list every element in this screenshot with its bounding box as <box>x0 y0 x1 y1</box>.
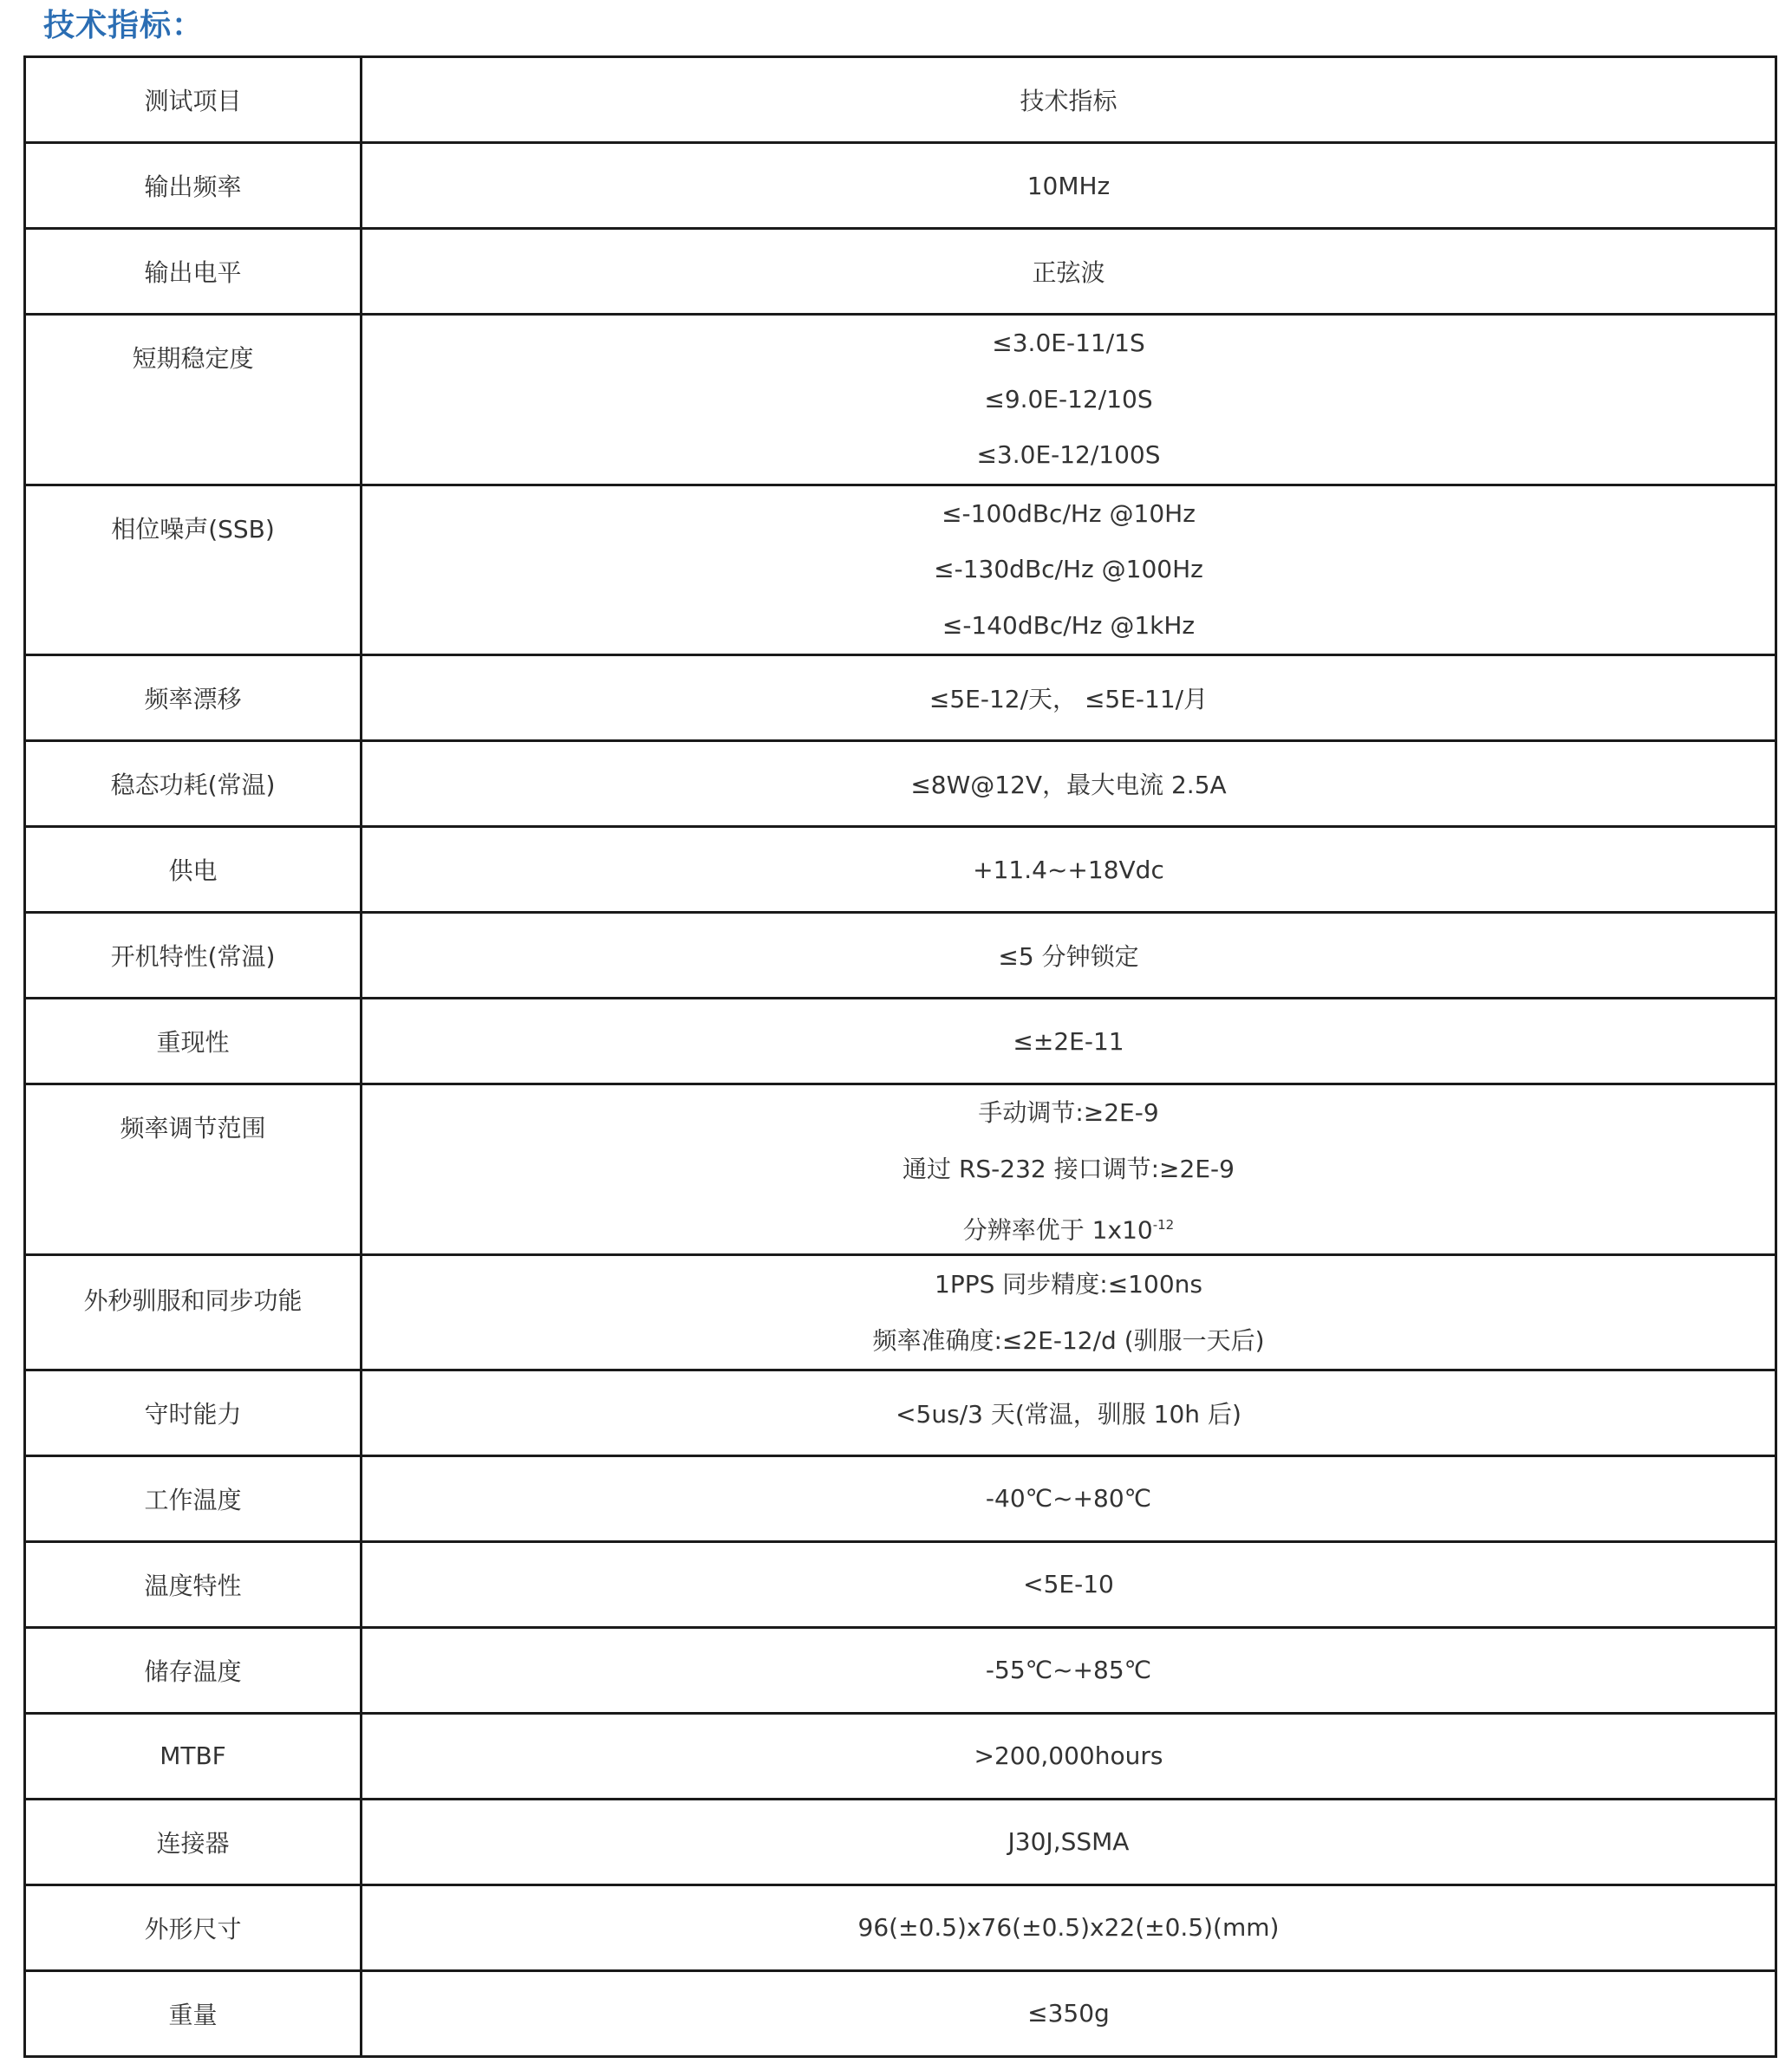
spec-cell <box>362 315 1776 485</box>
spec-line <box>362 1197 1775 1253</box>
spec-line: ≤-140dBc/Hz @1kHz <box>942 610 1196 640</box>
item-cell: 频率漂移 <box>25 655 362 741</box>
spec-line: 通过 RS-232 接口调节:≥2E-9 <box>903 1154 1235 1183</box>
item-cell: 守时能力 <box>25 1370 362 1455</box>
table-row <box>25 1455 1776 1541</box>
item-cell: 重量 <box>25 1970 362 2056</box>
spec-line: 频率准确度:≤2E-12/d (驯服一天后) <box>872 1325 1265 1355</box>
table-row <box>25 1713 1776 1799</box>
spec-cell: J30J,SSMA <box>362 1799 1776 1884</box>
item-cell: 相位噪声(SSB) <box>25 485 362 655</box>
spec-line: 1PPS 同步精度:≤100ns <box>935 1269 1202 1299</box>
spec-line: ≤-100dBc/Hz @10Hz <box>942 498 1196 528</box>
spec-cell: ≤5 分钟锁定 <box>362 913 1776 999</box>
exponent: -12 <box>1152 1217 1175 1233</box>
table-row <box>25 1884 1776 1970</box>
spec-line: ≤3.0E-12/100S <box>976 440 1161 469</box>
table-row <box>25 999 1776 1084</box>
item-cell: 外秒驯服和同步功能 <box>25 1254 362 1370</box>
item-cell: 储存温度 <box>25 1627 362 1713</box>
spec-line: ≤-130dBc/Hz @100Hz <box>934 555 1203 583</box>
table-row <box>25 827 1776 913</box>
spec-line: 手动调节:≥2E-9 <box>978 1098 1159 1127</box>
spec-line: ≤3.0E-11/1S <box>992 329 1145 357</box>
table-row <box>25 1970 1776 2056</box>
item-cell: 输出电平 <box>25 229 362 315</box>
table-row <box>25 913 1776 999</box>
spec-cell: ≤8W@12V，最大电流 2.5A <box>362 741 1776 827</box>
item-cell: 短期稳定度 <box>25 315 362 485</box>
spec-table <box>23 55 1777 2058</box>
table-row <box>25 741 1776 827</box>
item-cell: MTBF <box>25 1713 362 1799</box>
table-row <box>25 143 1776 229</box>
table-header-row <box>25 57 1776 143</box>
spec-cell: +11.4~+18Vdc <box>362 827 1776 913</box>
spec-cell <box>362 1254 1776 1370</box>
item-cell: 供电 <box>25 827 362 913</box>
spec-cell: <5E-10 <box>362 1541 1776 1627</box>
spec-cell: ≤350g <box>362 1970 1776 2056</box>
spec-cell: 10MHz <box>362 143 1776 229</box>
table-row <box>25 1084 1776 1255</box>
spec-cell <box>362 485 1776 655</box>
spec-cell: ≤±2E-11 <box>362 999 1776 1084</box>
header-item-cell: 测试项目 <box>25 57 362 143</box>
spec-cell: 正弦波 <box>362 229 1776 315</box>
spec-cell: >200,000hours <box>362 1713 1776 1799</box>
item-cell: 外形尺寸 <box>25 1884 362 1970</box>
header-spec-cell: 技术指标 <box>362 57 1776 143</box>
item-cell: 稳态功耗(常温) <box>25 741 362 827</box>
table-row <box>25 1799 1776 1884</box>
table-row <box>25 485 1776 655</box>
table-row <box>25 1541 1776 1627</box>
table-row <box>25 315 1776 485</box>
item-cell: 重现性 <box>25 999 362 1084</box>
item-cell: 温度特性 <box>25 1541 362 1627</box>
table-row <box>25 1627 1776 1713</box>
table-row <box>25 229 1776 315</box>
spec-cell: -40℃~+80℃ <box>362 1455 1776 1541</box>
item-cell: 输出频率 <box>25 143 362 229</box>
page-title: 技术指标： <box>43 8 205 43</box>
spec-cell: ≤5E-12/天， ≤5E-11/月 <box>362 655 1776 741</box>
spec-line-text: 分辨率优于 1x10 <box>962 1215 1153 1245</box>
spec-cell: <5us/3 天(常温，驯服 10h 后) <box>362 1370 1776 1455</box>
item-cell: 开机特性(常温) <box>25 913 362 999</box>
item-cell: 频率调节范围 <box>25 1084 362 1255</box>
table-row <box>25 655 1776 741</box>
spec-cell: 96(±0.5)x76(±0.5)x22(±0.5)(mm) <box>362 1884 1776 1970</box>
spec-cell <box>362 1084 1776 1255</box>
table-row <box>25 1254 1776 1370</box>
spec-line: ≤9.0E-12/10S <box>984 384 1153 413</box>
table-row <box>25 1370 1776 1455</box>
spec-cell: -55℃~+85℃ <box>362 1627 1776 1713</box>
item-cell: 工作温度 <box>25 1455 362 1541</box>
item-cell: 连接器 <box>25 1799 362 1884</box>
